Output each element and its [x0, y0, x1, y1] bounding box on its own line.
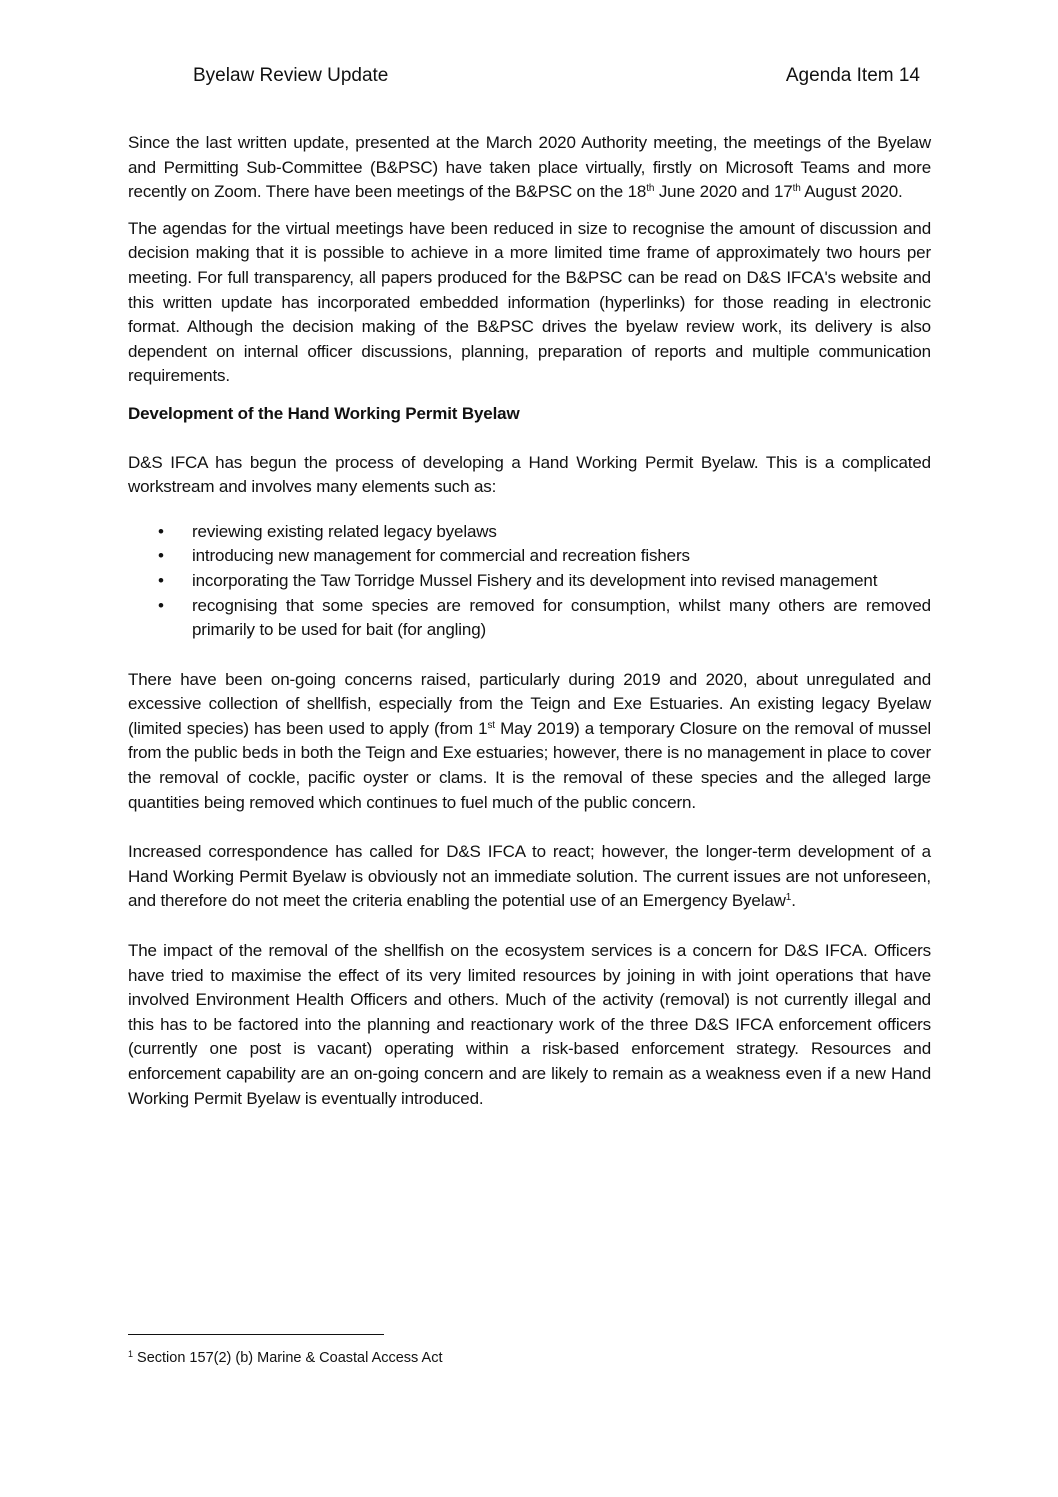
bullet-icon: • [158, 521, 164, 541]
paragraph-agendas: The agendas for the virtual meetings have been reduced in size to recognise the amount of discussion and decision making that it is possible to achieve in a more limited time frame of approximately two hours per meeting. For full transparency, all papers produced for the B&PSC can be read on D&S IFCA's website and this written update has incorporated embedded information (hyperlinks) for those reading in electronic format. Although the decision making of the B&PSC drives the byelaw review work, its delivery is also dependent on internal officer discussions, planning, preparation of reports and multiple communication requirements. [128, 218, 931, 386]
bullet-icon: • [158, 570, 164, 590]
superscript: th [646, 183, 655, 195]
paragraph-concerns [128, 668, 931, 816]
text-span: August 2020. [800, 182, 903, 202]
list-item-text: recognising that some species are removed for consumption, whilst many others are removed primarily to be used for bait (for angling) [192, 595, 931, 640]
text-span: There have been on-going concerns raised, particularly during 2019 and 2020, about unregulated and excessive collection of shellfish, especially from the Teign and Exe Estuaries. An existing legacy Byelaw (limited species) has been used to apply (from 1 [128, 669, 931, 738]
paragraph-correspondence [128, 840, 931, 914]
text-span: May 2019) a temporary Closure on the removal of mussel from the public beds in both the Teign and Exe estuaries; however, there is no management in place to cover the removal of cockle, pacific oyster or clams. It is the removal of these species and the alleged large quantities being removed which continues to fuel much of the public concern. [128, 718, 931, 812]
paragraph-process-intro: D&S IFCA has begun the process of developing a Hand Working Permit Byelaw. This is a complicated workstream and involves many elements such as: [128, 452, 931, 497]
text-span: June 2020 and 17 [654, 182, 793, 202]
body-content [128, 131, 931, 1111]
list-item-text: reviewing existing related legacy byelaws [192, 521, 497, 541]
text-span: Since the last written update, presented at the March 2020 Authority meeting, the meetings of the Byelaw and Permitting Sub-Committee (B&PSC) have taken place virtually, firstly on Microsoft Teams and more recently on Zoom. There have been meetings of the B&PSC on the 18 [128, 133, 931, 202]
section-heading: Development of the Hand Working Permit Byelaw [128, 403, 520, 423]
bullet-icon: • [158, 546, 164, 566]
text-span: Increased correspondence has called for D&S IFCA to react; however, the longer-term development of a Hand Working Permit Byelaw is obviously not an immediate solution. The current issues are not unforeseen, and therefore do not meet the criteria enabling the potential use of an Emergency Byelaw [128, 842, 931, 911]
footnote-marker: 1 [128, 1349, 134, 1359]
list-item-text: incorporating the Taw Torridge Mussel Fishery and its development into revised management [192, 570, 878, 590]
superscript: th [792, 183, 801, 195]
footnote-divider [128, 1334, 384, 1335]
list-item [158, 520, 931, 545]
list-item [158, 544, 931, 569]
document-title: Byelaw Review Update [193, 65, 389, 86]
text-span: . [791, 891, 796, 911]
paragraph-meetings-update [128, 131, 931, 205]
list-item [158, 594, 931, 643]
footnote-reference: 1 [785, 892, 792, 904]
footnote [128, 1348, 443, 1368]
list-item-text: introducing new management for commercial and recreation fishers [192, 546, 690, 566]
footnote-text: Section 157(2) (b) Marine & Coastal Access Act [133, 1350, 443, 1366]
list-item [158, 569, 931, 594]
superscript: st [487, 719, 495, 731]
page-header [193, 64, 920, 90]
agenda-item-label: Agenda Item 14 [785, 65, 920, 86]
paragraph-impact: The impact of the removal of the shellfish on the ecosystem services is a concern for D&S IFCA. Officers have tried to maximise the effect of its very limited resources by joining in with joint operations that have involved Environment Health Officers and others. Much of the activity (removal) is not currently illegal and this has to be factored into the planning and reactionary work of the three D&S IFCA enforcement officers (currently one post is vacant) operating within a risk-based enforcement strategy. Resources and enforcement capability are an on-going concern and are likely to remain as a weakness even if a new Hand Working Permit Byelaw is eventually introduced. [128, 941, 931, 1108]
bullet-icon: • [158, 595, 164, 615]
elements-list [128, 520, 931, 643]
